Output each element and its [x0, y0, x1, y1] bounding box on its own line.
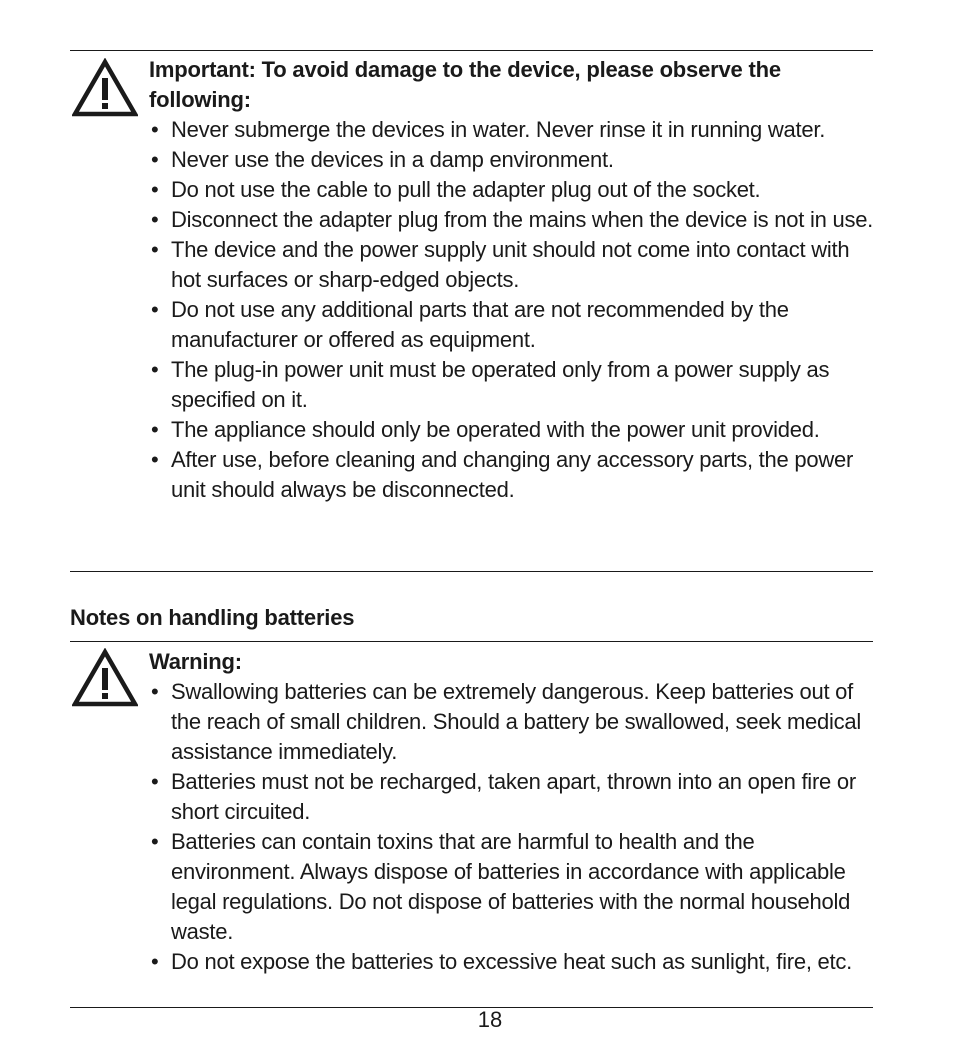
- list-item: • After use, before cleaning and changing any accessory parts, the power unit should always be disconnected.: [149, 445, 879, 505]
- battery-list: [149, 677, 879, 977]
- list-item: • The device and the power supply unit should not come into contact with hot surfaces or sharp-edged objects.: [149, 235, 879, 295]
- important-list: [149, 115, 879, 505]
- list-item: • Batteries can contain toxins that are harmful to health and the environment. Always dispose of batteries in accordance with applicable legal regulations. Do not dispose of batteries with the normal household waste.: [149, 827, 879, 947]
- list-item: • Never submerge the devices in water. Never rinse it in running water.: [149, 115, 879, 145]
- important-bottom-divider: [70, 571, 873, 572]
- page-number: 18: [477, 1007, 503, 1032]
- battery-warning: [149, 647, 879, 977]
- list-item: • Swallowing batteries can be extremely dangerous. Keep batteries out of the reach of small children. Should a battery be swallowed, seek medical assistance immediately.: [149, 677, 879, 767]
- warning-heading: Warning:: [149, 649, 242, 674]
- important-heading: Important: To avoid damage to the device, please observe the following:: [149, 57, 781, 112]
- important-notice: [149, 55, 879, 505]
- warning-triangle-icon: [72, 58, 138, 118]
- section-title: Notes on handling batteries: [70, 605, 355, 630]
- list-item: • Disconnect the adapter plug from the mains when the device is not in use.: [149, 205, 879, 235]
- list-item: • The plug-in power unit must be operated only from a power supply as specified on it.: [149, 355, 879, 415]
- list-item: • Never use the devices in a damp environment.: [149, 145, 879, 175]
- warning-top-divider: [70, 641, 873, 642]
- list-item: • The appliance should only be operated with the power unit provided.: [149, 415, 879, 445]
- list-item: • Batteries must not be recharged, taken apart, thrown into an open fire or short circuited.: [149, 767, 879, 827]
- top-divider: [70, 50, 873, 51]
- warning-triangle-icon: [72, 648, 138, 708]
- list-item: • Do not use the cable to pull the adapter plug out of the socket.: [149, 175, 879, 205]
- list-item: • Do not expose the batteries to excessive heat such as sunlight, fire, etc.: [149, 947, 879, 977]
- list-item: • Do not use any additional parts that are not recommended by the manufacturer or offered as equipment.: [149, 295, 879, 355]
